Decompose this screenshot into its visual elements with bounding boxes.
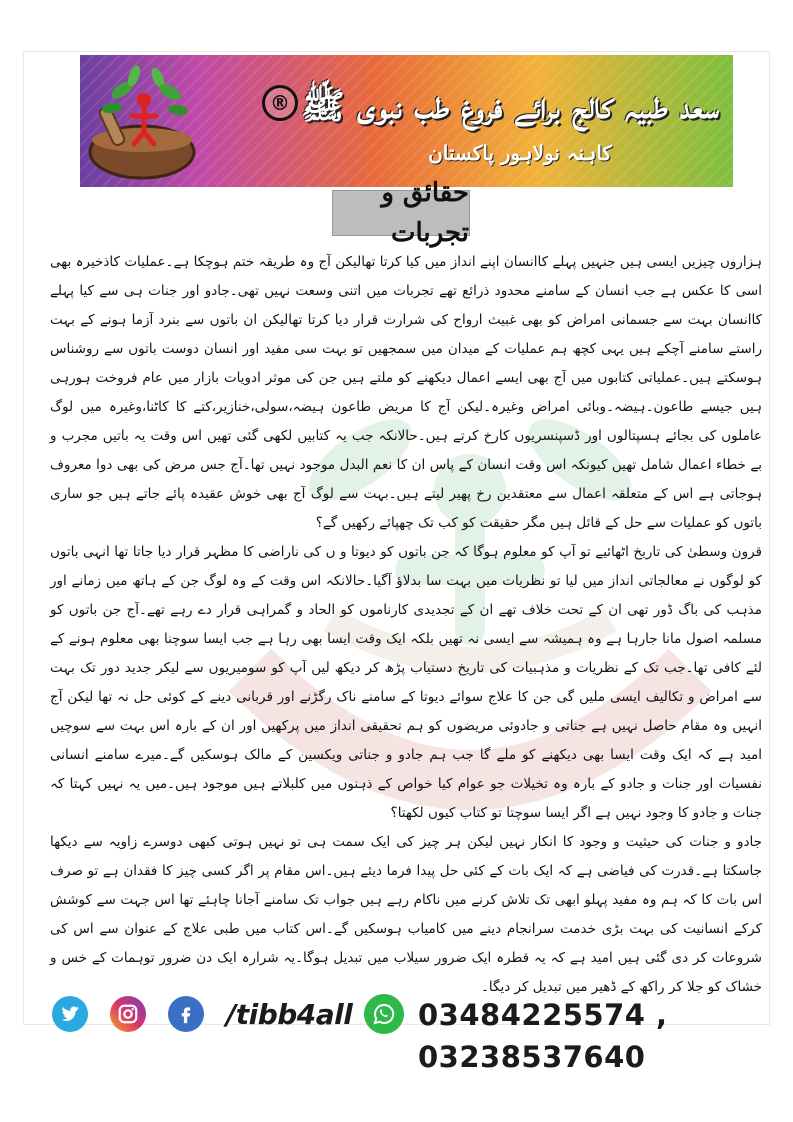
footer <box>52 988 752 1074</box>
article-title: حقائق و تجربات <box>381 178 469 248</box>
article-body <box>50 248 762 1002</box>
social-handle[interactable]: /tibb4all <box>226 998 353 1031</box>
whatsapp-icon[interactable] <box>364 994 404 1034</box>
college-subtitle: کاہنہ نولاہور پاکستان <box>428 141 612 165</box>
twitter-icon[interactable] <box>52 996 88 1032</box>
phone-numbers[interactable]: 03484225574 , 03238537640 <box>418 998 668 1074</box>
paragraph: ہزاروں چیزیں ایسی ہیں جنہیں پہلے کاانسان اپنے انداز میں کیا کرتا تھالیکن آج وہ طریقہ ختم ہوچکا ہے۔عملیات کاذخیرہ بھی اسی کا عکس ہے جب انسان کے سامنے محدود ذرائع تھے تجربات میں اتنی وسعت نہیں تھی۔جادو اور جنات ہی سے کیا پہلے کاانسان بہت سے جسمانی امراض کو بھی غبیث ارواح کی شرارت قرار دیا کرتا تھالیکن ان باتوں سے بنرد آزما ہونے کے بہت راستے سامنے آچکے ہیں یہی کچھ ہم عملیات کے میدان میں سمجھیں تو بہت سی مفید اور انسان دوست باتوں سے روشناس ہوسکتے ہیں۔عملیاتی کتابوں میں آج بھی ایسے اعمال دیکھنے کو ملتے ہیں جن کی موثر ادویات بازار میں عام فروخت ہورہی ہیں جیسے طاعون۔ہیضہ۔وبائی امراض وغیرہ۔لیکن آج کا مریض طاعون ہیضہ،سولی،خنازیر،کتے کا کاٹنا،وغیرہ میں لوگ عاملوں کی بجائے ہسپتالوں اور ڈسپنسریوں کارخ کرتے ہیں۔حالانکہ جب یہ کتابیں لکھی گئی تھیں اس وقت یہ باتیں مجرب و بے خطاء اعمال شامل تھیں کیونکہ اس وقت انسان کے پاس ان کا نعم البدل موجود نہیں تھا۔آج جس مرض کی بھی دوا معروف ہوجاتی ہے اس کے متعلقہ اعمال سے معتقدین رخ پھیر لیتے ہیں۔بہت سے لوگ آج بھی خوش عقیدہ پائے جاتے ہیں جو ساری باتوں کو عملیات سے حل کے قائل ہیں مگر حقیقت کو کب تک چھپائے رکھیں گے؟ <box>50 254 762 531</box>
instagram-icon[interactable] <box>110 996 146 1032</box>
title-plate <box>332 178 470 248</box>
registered-mark: ® <box>262 85 298 121</box>
paragraph: جادو و جنات کی حیثیت و وجود کا انکار نہیں لیکن ہر چیز کی ایک سمت ہی تو نہیں ہوتی کبھی دوسرے زاویہ سے دیکھا جاسکتا ہے۔قدرت کی فیاضی ہے کہ ایک بات کے کئی حل پیدا فرما دیئے ہیں۔اس مقام پر اگر کسی چیز کا فقدان ہے تو صرف اس بات کا کہ ہم وہ مفید پہلو ابھی تک تلاش کرنے میں ناکام رہے ہیں جواب تک سامنے آجانا چاہئے تھا اس جہت سے کوشش کرکے انسانیت کی بہت بڑی خدمت سرانجام دینے میں کامیاب ہوسکیں گے۔اس کتاب میں طبی علاج کے عنوان سے اس کی شروعات کر دی گئی ہیں امید ہے کہ یہ قطرہ ایک ضرور سیلاب میں تبدیل ہوگا۔یہ شرارہ ایک دن ضرور توہمات کے خس و خشاک کو جلا کر راکھ کے ڈھیر میں تبدیل کر دیگا۔ <box>50 834 762 995</box>
facebook-icon[interactable] <box>168 996 204 1032</box>
paragraph: قرون وسطیٰ کی تاریخ اٹھائیے تو آپ کو معلوم ہوگا کہ جن باتوں کو دیوتا و ں کی ناراضی کا مظہر قرار دیا جاتا تھا انہی باتوں کو لوگوں نے معالجاتی انداز میں لیا تو نظریات میں بہت سا بدلاؤ آگیا۔حالانکہ اس وقت کے وہ لوگ جن کے ہاتھ میں زمانے اور مذہب کی باگ ڈور تھی ان کے تحت خلاف تھے ان کے تجدیدی کارناموں کو الحاد و گمراہی قرار دے رہے تھے۔آج جن باتوں کو مسلمہ اصول مانا جارہا ہے وہ ہمیشہ سے ایسی نہ تھیں بلکہ ایک وقت ایسا بھی رہا ہے جب ایسا سوچنا بھی معلوم ہونے کے لئے کافی تھا۔جب تک کے نظریات و مذہبیات کی تاریخ دستیاب پڑھ کر دیکھ لیں آپ کو سومیریوں سے لیکر جدید دور تک بہت سے امراض و تکالیف ایسی ملیں گی جن کا علاج سوائے دیوتا کے سامنے ناک رگڑنے اور قربانی دینے کے کوئی حل نہ تھا لیکن آج انہیں وہ مقام حاصل نہیں ہے جناتی و جادوئی مریضوں کو ہم تحقیقی انداز میں پرکھیں اور ان کے بارہ اس بہت سے سوچیں امید ہے کہ ایک وقت ایسا بھی دیکھنے کو ملے گا جب ہم جادو و جناتی ویکسین کے مالک ہوسکیں گے۔میرے سامنے انسانی نفسیات اور جنات و جادو کے بارہ وہ تخیلات جو عوام کیا خواص کے ذہنوں میں کلبلاتے ہیں موجود ہیں۔میں یہ نہیں کہتا کہ جنات و جادو کا وجود نہیں ہے اگر ایسا سوچتا تو کتاب کیوں لکھتا؟ <box>50 544 762 821</box>
college-logo <box>82 60 202 184</box>
college-name: سعد طبیہ کالج برائے فروغ طب نبوی ﷺ <box>301 85 719 127</box>
